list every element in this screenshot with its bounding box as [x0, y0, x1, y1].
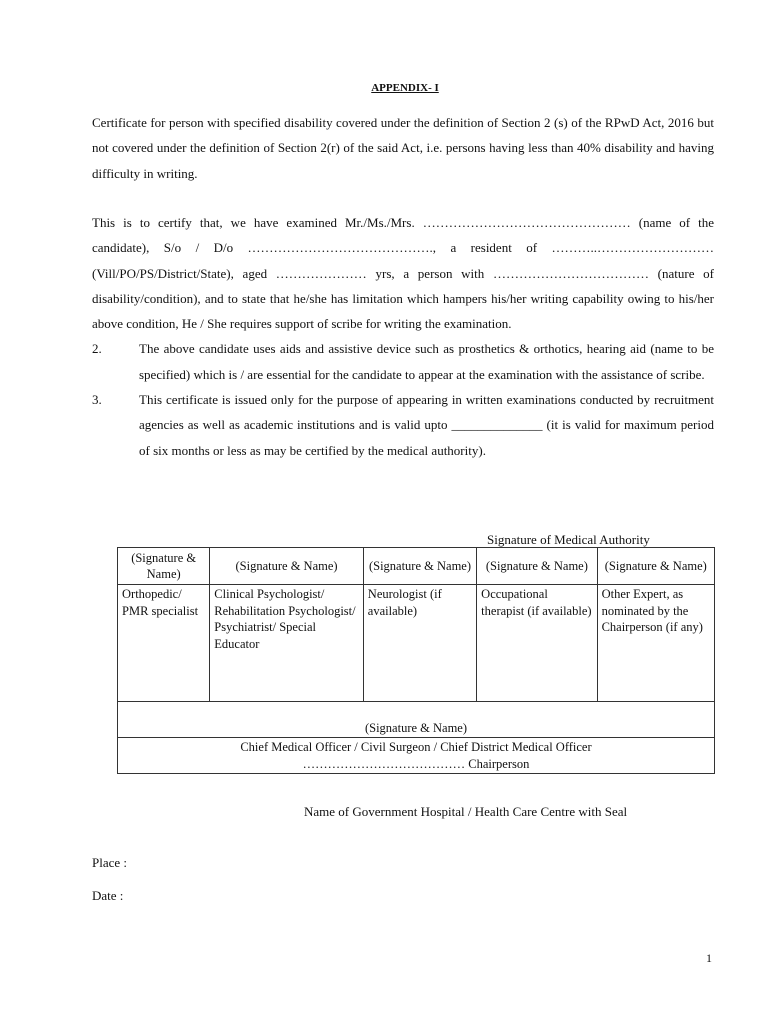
signature-cell: (Signature & Name): [118, 548, 210, 585]
point-text: This certificate is issued only for the purpose of appearing in written examinations conducted by recruitment agencies as well as academic institutions and is valid upto ______________ (it is valid for maximum period of six months or less as may be certified by the medical authority).: [139, 392, 714, 458]
signature-cell: (Signature & Name): [363, 548, 476, 585]
signature-cell: (Signature & Name): [597, 548, 714, 585]
intro-paragraph: Certificate for person with specified disability covered under the definition of Section 2 (s) of the RPwD Act, 2016 but not covered under the definition of Section 2(r) of the said Act, i.e. persons having less than 40% disability and having difficulty in writing.: [92, 115, 714, 181]
point-text: The above candidate uses aids and assistive device such as prosthetics & orthotics, hearing aid (name to be specified) which is / are essential for the candidate to appear at the examination with the assistance of scribe.: [139, 341, 714, 382]
role-cell: Neurologist (if available): [363, 585, 476, 702]
hospital-seal-label: Name of Government Hospital / Health Care Centre with Seal: [304, 804, 628, 819]
role-cell: Orthopedic/ PMR specialist: [118, 585, 210, 702]
point-number: 3.: [92, 392, 102, 408]
date-label: Date :: [92, 888, 124, 903]
certification-paragraph: This is to certify that, we have examined Mr./Ms./Mrs. ………………………………………… (name of the candidate), S/o / D/o ……………………………………., a resident of ………..……………………… (Vill/PO/PS/District/State), aged ………………… yrs, a person with ……………………………… (nature of disability/condition), and to state that he/she has limitation which hampers his/her writing capability owing to his/her above condition, He / She requires support of scribe for writing the examination.: [92, 215, 714, 332]
signature-cell: (Signature & Name): [477, 548, 597, 585]
signature-header-row: [118, 548, 715, 585]
chair-line: ………………………………… Chairperson: [302, 756, 530, 771]
certification-section: [92, 210, 714, 463]
role-cell: Occupational therapist (if available): [477, 585, 597, 702]
page-number: 1: [706, 951, 712, 965]
chair-title-cell: [118, 738, 715, 774]
role-cell: Other Expert, as nominated by the Chairperson (if any): [597, 585, 714, 702]
chair-signature: (Signature & Name): [118, 702, 715, 738]
point-number: 2.: [92, 341, 102, 357]
chair-title: Chief Medical Officer / Civil Surgeon / Chief District Medical Officer: [240, 740, 592, 754]
roles-row: [118, 585, 715, 702]
chair-signature-row: [118, 702, 715, 738]
point-3: [92, 387, 714, 463]
point-2: [92, 336, 714, 387]
role-cell: Clinical Psychologist/ Rehabilitation Psychologist/ Psychiatrist/ Special Educator: [210, 585, 364, 702]
chair-title-row: [118, 738, 715, 774]
signature-authority-label: Signature of Medical Authority: [487, 532, 650, 547]
appendix-heading: [0, 82, 770, 94]
appendix-title: APPENDIX- I: [371, 82, 439, 94]
signature-cell: (Signature & Name): [210, 548, 364, 585]
place-label: Place :: [92, 855, 128, 870]
signature-table: [117, 547, 715, 774]
